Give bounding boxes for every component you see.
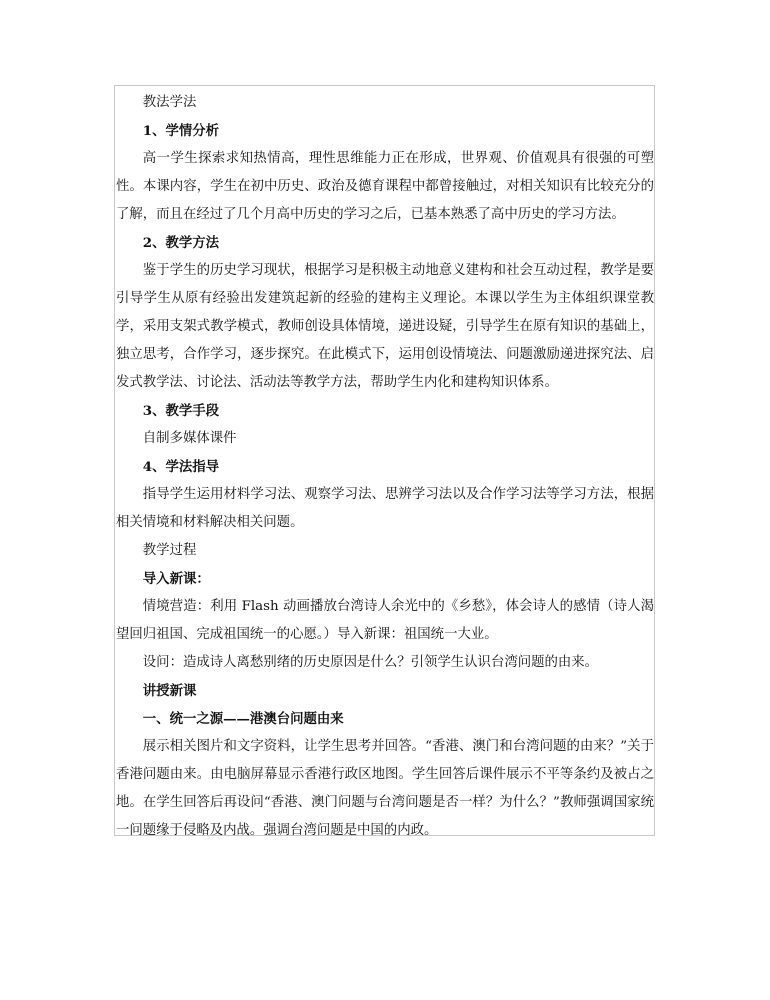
para-part-one: 展示相关图片和文字资料，让学生思考并回答。“香港、澳门和台湾问题的由来？”关于香港问题由来。由电脑屏幕显示香港行政区地图。学生回答后课件展示不平等条约及被占之地。在学生回答后再设问“香港、澳门问题与台湾问题是否一样？为什么？”教师强调国家统一问题缘于侵略及内战。强调台湾问题是中国的内政。 bbox=[116, 739, 654, 838]
section-heading-student-analysis: 1、学情分析 bbox=[142, 123, 220, 139]
para-study-guidance: 指导学生运用材料学习法、观察学习法、思辨学习法以及合作学习法等学习方法，根据相关情境和材料解决相关问题。 bbox=[116, 487, 654, 530]
section-heading-study-guidance: 4、学法指导 bbox=[142, 459, 220, 475]
para-student-analysis: 高一学生探索求知热情高，理性思维能力正在形成，世界观、价值观具有很强的可塑性。本课内容，学生在初中历史、政治及德育课程中都曾接触过，对相关知识有比较充分的了解，而且在经过了几个月高中历史的学习之后，已基本熟悉了高中历史的学习方法。 bbox=[116, 151, 654, 222]
section-heading-part-one: 一、统一之源——港澳台问题由来 bbox=[142, 711, 344, 727]
para-teaching-methods-heading: 教法学法 bbox=[142, 95, 197, 110]
section-heading-teaching-means: 3、教学手段 bbox=[142, 403, 220, 419]
para-scenario: 情境营造：利用 Flash 动画播放台湾诗人余光中的《乡愁》，体会诗人的感情（诗人渴望回归祖国、完成祖国统一的心愿。）导入新课：祖国统一大业。 bbox=[116, 599, 654, 642]
para-question: 设问：造成诗人离愁别绪的历史原因是什么？引领学生认识台湾问题的由来。 bbox=[142, 655, 599, 670]
section-heading-new-lesson: 讲授新课 bbox=[142, 683, 197, 699]
section-heading-lesson-intro: 导入新课： bbox=[142, 571, 210, 587]
section-heading-teaching-method: 2、教学方法 bbox=[142, 235, 220, 251]
para-teaching-method: 鉴于学生的历史学习现状，根据学习是积极主动地意义建构和社会互动过程，教学是要引导学生从原有经验出发建筑起新的经验的建构主义理论。本课以学生为主体组织课堂教学，采用支架式教学模式，教师创设具体情境，递进设疑，引导学生在原有知识的基础上，独立思考，合作学习，逐步探究。在此模式下，运用创设情境法、问题激励递进探究法、启发式教学法、讨论法、活动法等教学方法，帮助学生内化和建构知识体系。 bbox=[116, 263, 654, 390]
para-teaching-means: 自制多媒体课件 bbox=[142, 431, 237, 446]
para-teaching-process: 教学过程 bbox=[142, 543, 197, 558]
document-body bbox=[116, 89, 654, 845]
